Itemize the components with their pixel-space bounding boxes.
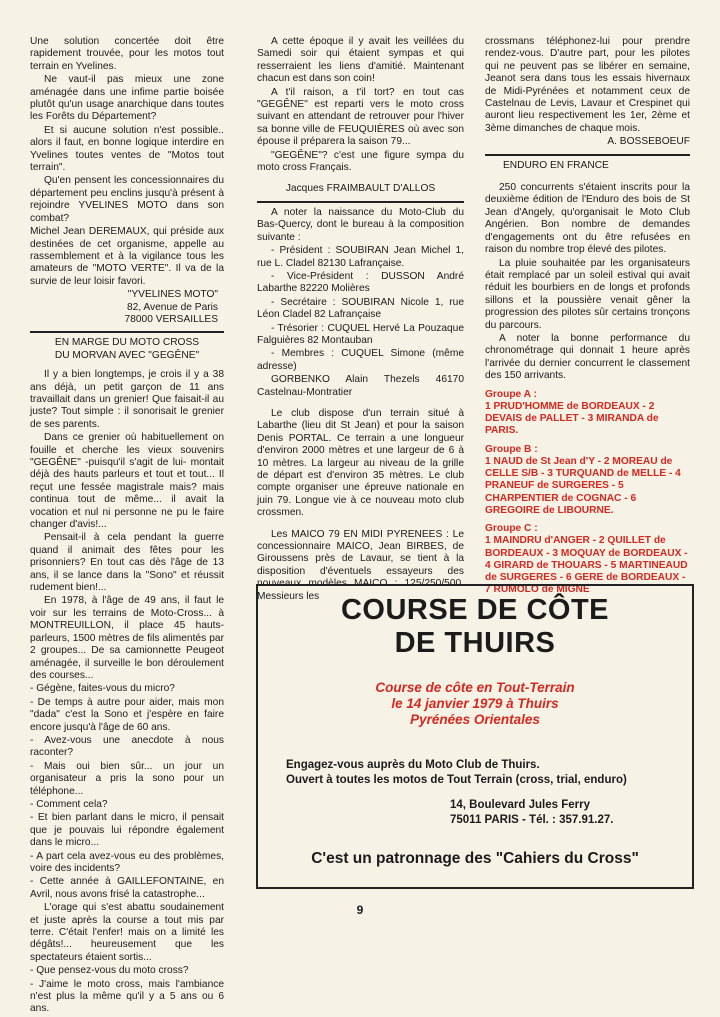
ad-address xyxy=(450,798,692,828)
paragraph: Dans ce grenier où habituellement on fouille et cherche les vieux souvenirs "GEGÊNE" -puisqu'il s'agit de lui- montait déjà des hauts parleurs et tout et tout... Il reçut une fessée magistrale mais? mais continua tout de même... il avait la vocation et nul ni personne ne pu le faire changer d'avis!... xyxy=(30,432,224,531)
paragraph: - Cette année à GAILLEFONTAINE, en Avril, nous avons frisé la catastrophe... xyxy=(30,876,224,900)
paragraph: "GEGÊNE"? c'est une figure sympa du moto cross Français. xyxy=(257,149,464,174)
paragraph: Les MAICO 79 EN MIDI PYRENEES : Le concessionnaire MAICO, Jean BIRBES, de Giroussens près de Lavaur, se tient à la disposition d'éventuels essayeurs des nouveaux modèles MAICO : 125/250/500. Messieurs les xyxy=(257,528,464,602)
section-heading: ENDURO EN FRANCE xyxy=(503,159,609,171)
paragraph: - J'aime le moto cross, mais l'ambiance n'est plus la même qu'il y a 5 ans ou 6 ans. xyxy=(30,978,224,1015)
author-name: Jacques FRAIMBAULT D'ALLOS xyxy=(285,183,436,195)
ad-detail-line: Pyrénées Orientales xyxy=(410,712,540,727)
paragraph: A noter la naissance du Moto-Club du Bas-Quercy, dont le bureau à la composition suivante : xyxy=(257,206,464,243)
paragraph: Et si aucune solution n'est possible.. alors il faut, en bonne logique interdire en Yvelines toutes ventes de "Motos tout terrain". xyxy=(30,124,224,174)
paragraph: - Gégène, faites-vous du micro? xyxy=(30,683,175,695)
page-number: 9 xyxy=(356,903,364,917)
column-3 xyxy=(485,36,690,596)
ad-detail-line: Course de côte en Tout-Terrain xyxy=(375,680,575,695)
column-2 xyxy=(257,36,464,604)
paragraph: Pensait-il à cela pendant la guerre quand il animait des fêtes pour les prisonniers? En tout cas dès l'âge de 13 ans, il se lance dans la "Sono" et réussit rudement bien!... xyxy=(30,532,224,594)
signature-line: "YVELINES MOTO" xyxy=(127,289,218,301)
ad-address-line: 75011 PARIS - Tél. : 357.91.27. xyxy=(450,814,614,826)
paragraph: - Avez-vous une anecdote à nous raconter? xyxy=(30,734,224,759)
signature-line: 78000 VERSAILLES xyxy=(124,313,218,325)
paragraph: - Membres : CUQUEL Simone (même adresse) xyxy=(257,348,464,372)
paragraph: A noter la bonne performance du chronométrage qui donnait 1 heure après l'arrivée du dernier concurrent le classement des 150 arrivants. xyxy=(485,332,690,382)
ad-detail-line: le 14 janvier 1979 à Thuirs xyxy=(391,696,559,711)
ad-address-line: 14, Boulevard Jules Ferry xyxy=(450,799,590,811)
ad-title-line: COURSE DE CÔTE xyxy=(340,594,610,626)
paragraph: Michel Jean DEREMAUX, qui préside aux destinées de cet organisme, appelle au rassemblement et à la vigilance tous les amateurs de "MOTO VERTE". Il va de la survie de leur loisir favori. xyxy=(30,226,224,287)
paragraph: 250 concurrents s'étaient inscrits pour la deuxième édition de l'Enduro des bois de St Jean d'Angely, qu'organisait le Moto Club Angérien. Bon nombre de demandes d'engagements ont du être refusées en raison du nombre trop élevé des pilotes. xyxy=(485,182,690,256)
paragraph: - Mais oui bien sûr... un jour un organisateur a pris la sono pour un téléphone... xyxy=(30,760,224,797)
group-label: Groupe A : xyxy=(485,388,537,400)
group-results: 1 PRUD'HOMME de BORDEAUX - 2 DEVAIS de PALLET - 3 MIRANDA de PARIS. xyxy=(485,400,659,437)
paragraph: - Comment cela? xyxy=(30,798,108,810)
gegene-article xyxy=(30,369,224,1016)
ad-title xyxy=(258,594,692,660)
column-1 xyxy=(30,36,224,1017)
paragraph: crossmans téléphonez-lui pour prendre rendez-vous. D'autre part, pour les pilotes qui ne peuvent pas se libérer en semaine, Jeanot sera dans tous les essais hivernaux de Midi-Pyrénées et notamment ceux de Castelnau de Levis, Lavaur et Crespinet qui auront lieu respectivement les 1er, 2ème et 3ème dimanches de chaque mois. xyxy=(485,36,690,134)
event-advertisement xyxy=(256,584,694,889)
ad-sponsor-line: C'est un patronnage des "Cahiers du Cross" xyxy=(311,850,639,867)
heading-line: DU MORVAN AVEC "GEGÊNE" xyxy=(54,349,200,361)
paragraph: En 1978, à l'âge de 49 ans, il faut le voir sur les terrains de Moto-Cross... à MONTREUILLON, il place 45 hauts-parleurs, 1500 mètres de fils alimentés par 2 groupes... De sa camionnette Peugeot aménagée, il surveille le bon déroulement des courses... xyxy=(30,595,224,681)
results-group-a xyxy=(485,389,690,438)
paragraph: - De temps à autre pour aider, mais mon "dada" c'est la Sono et j'espère en faire encore jusqu'à l'âge de 60 ans. xyxy=(30,696,224,733)
signature-block xyxy=(30,289,224,326)
paragraph: - A part cela avez-vous eu des problèmes, voire des incidents? xyxy=(30,850,224,874)
ad-event-details xyxy=(258,680,692,728)
paragraph: Qu'en pensent les concessionnaires du département peu enclins jusqu'à présent à rejoindre YVELINES MOTO dans son combat? xyxy=(30,175,224,224)
ad-body-line: Ouvert à toutes les motos de Tout Terrain (cross, trial, enduro) xyxy=(286,774,627,786)
paragraph: GORBENKO Alain Thezels 46170 Castelnau-Montratier xyxy=(257,374,464,398)
divider xyxy=(257,201,464,203)
paragraph: Il y a bien longtemps, je crois il y a 38 ans déjà, un petit garçon de 11 ans travaillait dans un grenier! Que faisait-il au juste? Tout simple : il sonorisait le grenier de ses parents. xyxy=(30,369,224,430)
paragraph: A t'il raison, a t'il tort? en tout cas "GEGÊNE" est reparti vers le moto cross suivant en attendant de retrouver pour l'hiver sa bonne ville de FEUQUIÈRES où avec son épouse il préparera la saison 79... xyxy=(257,86,464,148)
paragraph: - Que pensez-vous du moto cross? xyxy=(30,965,189,977)
article-heading xyxy=(30,337,224,362)
paragraph: - Secrétaire : SOUBIRAN Nicole 1, rue Léon Cladel 82 Lafrançaise xyxy=(257,296,464,321)
ad-body xyxy=(286,758,692,788)
paragraph: L'orage qui s'est abattu soudainement et juste après la course a tout mis par terre. C'était l'enfer! mais on a limité les dégâts!... heureusement que les spectateurs étaient sortis... xyxy=(30,902,224,963)
paragraph: - Trésorier : CUQUEL Hervé La Pouzaque Falguières 82 Montauban xyxy=(257,322,464,346)
group-results: 1 NAUD de St Jean d'Y - 2 MOREAU de CELLE S/B - 3 TURQUAND de MELLE - 4 PRANEUF de SURGERES - 5 CHARPENTIER de COGNAC - 6 GREGOIRE de LIBOURNE. xyxy=(485,455,681,516)
author-name: A. BOSSEBOEUF xyxy=(607,136,690,148)
intro-paragraphs xyxy=(30,36,224,288)
paragraph: La pluie souhaitée par les organisateurs était remplacé par un soleil estival qui avait réduit les bourbiers en de longs et profonds sillons et la poussière venait gêner la progression des pilotes sûr certains tronçons du parcours. xyxy=(485,257,690,331)
paragraph: - Vice-Président : DUSSON André Labarthe 82220 Molières xyxy=(257,270,464,295)
ad-title-line: DE THUIRS xyxy=(394,627,556,659)
group-results: 1 MAINDRU d'ANGER - 2 QUILLET de BORDEAUX - 3 MOQUAY de BORDEAUX - 4 GIRARD de THOUARS - 5 MARTINEAUD de SURGERES - 6 GERE de BORDEAUX - 7 RUMOLO de MIGNE xyxy=(485,535,688,596)
paragraph: - Et bien parlant dans le micro, il pensait que je pouvais lui répondre également dans le micro... xyxy=(30,812,224,849)
heading-line: EN MARGE DU MOTO CROSS xyxy=(54,337,200,349)
paragraph: Une solution concertée doit être rapidement trouvée, pour les motos tout terrain en Yvelines. xyxy=(30,36,224,72)
paragraph: - Président : SOUBIRAN Jean Michel 1, rue L. Cladel 82130 Lafrançaise. xyxy=(257,245,464,269)
ad-body-line: Engagez-vous auprès du Moto Club de Thuirs. xyxy=(286,759,540,771)
results-group-b xyxy=(485,444,690,517)
divider xyxy=(30,331,224,333)
signature-line: 82, Avenue de Paris xyxy=(126,301,218,313)
paragraph: Le club dispose d'un terrain situé à Labarthe (lieu dit St Jean) et pour la saison Denis PORTAL. Ce terrain a une longueur d'environ 2000 mètres et une largeur de 6 à 10 mètres. La largeur au niveau de la grille de départ est d'environ 35 mètres. Le club compte organiser une épreuve nationale en juin 79. Longue vie à ce nouveau moto club crossmen. xyxy=(257,407,464,519)
group-label: Groupe C : xyxy=(485,523,538,534)
paragraph: Ne vaut-il pas mieux une zone aménagée dans une infime partie boisée plutôt qu'un usage anarchique dans toutes les Forêts du Département? xyxy=(30,74,224,123)
paragraph: A cette époque il y avait les veillées du Samedi soir qui étaient sympas et qui resserraient les liens d'amitié. Maintenant chacun est dans son coin! xyxy=(257,36,464,85)
group-label: Groupe B : xyxy=(485,443,538,455)
divider xyxy=(485,154,690,156)
